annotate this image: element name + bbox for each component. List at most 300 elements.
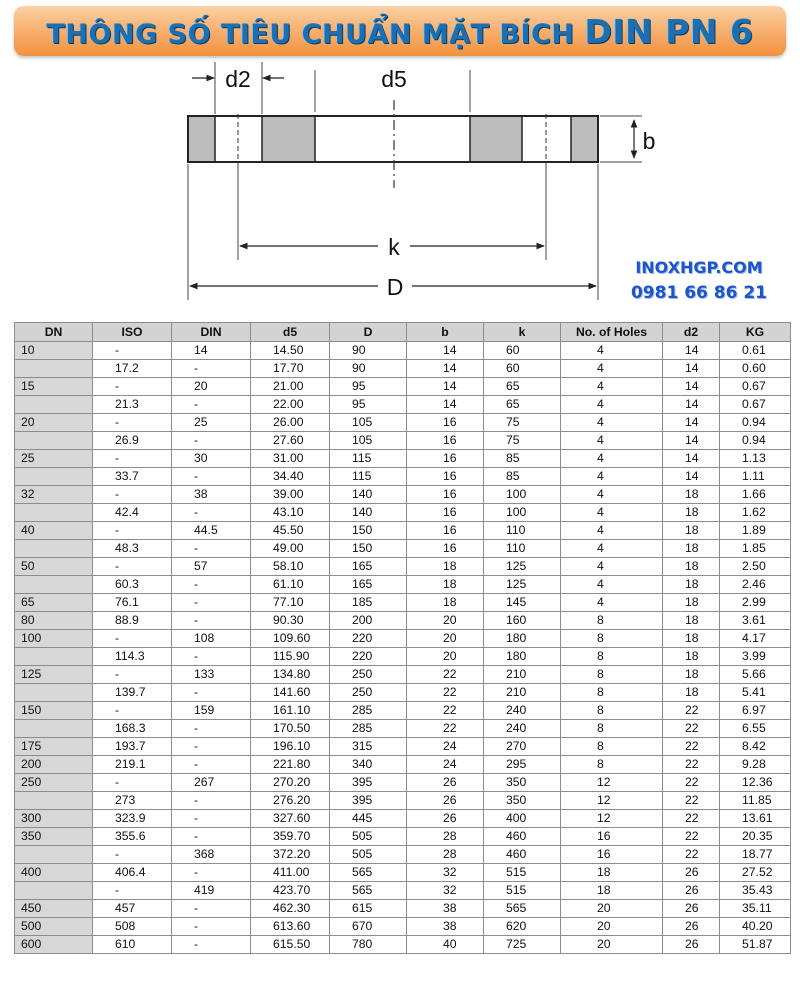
table-cell: 250 bbox=[15, 774, 93, 792]
table-cell: 0.67 bbox=[720, 396, 791, 414]
table-cell: 109.60 bbox=[251, 630, 330, 648]
table-cell: 34.40 bbox=[251, 468, 330, 486]
table-cell: - bbox=[172, 828, 251, 846]
table-cell: 108 bbox=[172, 630, 251, 648]
label-d5: d5 bbox=[381, 66, 407, 92]
table-cell: 26 bbox=[407, 792, 484, 810]
table-cell: 4 bbox=[561, 540, 663, 558]
table-cell bbox=[15, 504, 93, 522]
table-cell: 16 bbox=[561, 828, 663, 846]
table-cell: - bbox=[172, 900, 251, 918]
table-cell: 18 bbox=[663, 684, 720, 702]
table-cell: - bbox=[93, 378, 172, 396]
table-cell: - bbox=[93, 702, 172, 720]
table-cell: 100 bbox=[484, 504, 561, 522]
table-cell: 16 bbox=[407, 432, 484, 450]
table-cell: 16 bbox=[407, 504, 484, 522]
table-cell: 165 bbox=[330, 558, 407, 576]
table-cell: 49.00 bbox=[251, 540, 330, 558]
table-cell: 220 bbox=[330, 648, 407, 666]
table-cell: 42.4 bbox=[93, 504, 172, 522]
table-cell: 35.43 bbox=[720, 882, 791, 900]
table-cell: 25 bbox=[15, 450, 93, 468]
table-cell: 18 bbox=[663, 558, 720, 576]
table-cell: 115.90 bbox=[251, 648, 330, 666]
table-cell: 18 bbox=[663, 630, 720, 648]
title-banner bbox=[14, 6, 786, 56]
table-cell: 22 bbox=[663, 702, 720, 720]
table-cell: 12 bbox=[561, 810, 663, 828]
table-cell: 193.7 bbox=[93, 738, 172, 756]
table-cell: 32 bbox=[407, 882, 484, 900]
table-cell: 17.2 bbox=[93, 360, 172, 378]
table-cell: 28 bbox=[407, 846, 484, 864]
table-cell: 14 bbox=[663, 414, 720, 432]
table-cell: 620 bbox=[484, 918, 561, 936]
table-cell: 18 bbox=[561, 864, 663, 882]
table-cell: 21.3 bbox=[93, 396, 172, 414]
table-cell: 26 bbox=[407, 774, 484, 792]
table-cell: 5.41 bbox=[720, 684, 791, 702]
table-cell: 8 bbox=[561, 756, 663, 774]
table-cell: 250 bbox=[330, 684, 407, 702]
table-cell: 6.55 bbox=[720, 720, 791, 738]
table-cell: 610 bbox=[93, 936, 172, 954]
title-main: THÔNG SỐ TIÊU CHUẨN MẶT BÍCH bbox=[46, 18, 575, 50]
table-cell: 200 bbox=[330, 612, 407, 630]
table-row bbox=[15, 360, 791, 378]
table-cell: 14 bbox=[407, 378, 484, 396]
table-cell: 565 bbox=[484, 900, 561, 918]
table-cell: - bbox=[93, 774, 172, 792]
table-cell: - bbox=[172, 504, 251, 522]
table-cell: 16 bbox=[407, 486, 484, 504]
table-cell: 31.00 bbox=[251, 450, 330, 468]
table-cell: 26 bbox=[663, 882, 720, 900]
table-cell: 105 bbox=[330, 432, 407, 450]
table-cell: 273 bbox=[93, 792, 172, 810]
table-cell: 11.85 bbox=[720, 792, 791, 810]
table-row bbox=[15, 612, 791, 630]
table-cell: 450 bbox=[15, 900, 93, 918]
table-cell: 219.1 bbox=[93, 756, 172, 774]
table-cell: 65 bbox=[15, 594, 93, 612]
table-cell: 22 bbox=[663, 792, 720, 810]
table-cell bbox=[15, 540, 93, 558]
table-cell: 170.50 bbox=[251, 720, 330, 738]
table-cell: 43.10 bbox=[251, 504, 330, 522]
table-cell: 22 bbox=[663, 828, 720, 846]
table-cell: 61.10 bbox=[251, 576, 330, 594]
table-cell: 18 bbox=[663, 648, 720, 666]
table-cell: 18 bbox=[663, 486, 720, 504]
table-cell: 24 bbox=[407, 738, 484, 756]
table-cell bbox=[15, 432, 93, 450]
table-row bbox=[15, 792, 791, 810]
table-cell: 26.00 bbox=[251, 414, 330, 432]
table-cell: 18.77 bbox=[720, 846, 791, 864]
table-row bbox=[15, 648, 791, 666]
table-cell: 35.11 bbox=[720, 900, 791, 918]
table-cell: 13.61 bbox=[720, 810, 791, 828]
table-cell: 65 bbox=[484, 378, 561, 396]
table-cell: 141.60 bbox=[251, 684, 330, 702]
table-cell: 4 bbox=[561, 396, 663, 414]
column-header: b bbox=[407, 323, 484, 342]
table-cell: 2.46 bbox=[720, 576, 791, 594]
table-cell: 20 bbox=[561, 900, 663, 918]
table-cell: 359.70 bbox=[251, 828, 330, 846]
table-cell: 355.6 bbox=[93, 828, 172, 846]
table-cell: 250 bbox=[330, 666, 407, 684]
table-cell: 210 bbox=[484, 684, 561, 702]
table-cell: 16 bbox=[407, 414, 484, 432]
brand-phone: 0981 66 86 21 bbox=[630, 283, 768, 303]
table-cell: 2.50 bbox=[720, 558, 791, 576]
table-cell: - bbox=[172, 576, 251, 594]
brand-watermark bbox=[624, 258, 774, 303]
table-cell: 20 bbox=[561, 936, 663, 954]
table-cell: 221.80 bbox=[251, 756, 330, 774]
table-cell: 20 bbox=[407, 612, 484, 630]
table-row bbox=[15, 702, 791, 720]
title-highlight: DIN PN 6 bbox=[584, 11, 754, 51]
table-cell: 80 bbox=[15, 612, 93, 630]
table-cell: 285 bbox=[330, 720, 407, 738]
table-cell: 4 bbox=[561, 342, 663, 360]
table-cell: - bbox=[172, 720, 251, 738]
table-cell: 22 bbox=[407, 702, 484, 720]
table-cell: 300 bbox=[15, 810, 93, 828]
table-cell: 515 bbox=[484, 864, 561, 882]
table-cell: 65 bbox=[484, 396, 561, 414]
table-cell: 150 bbox=[330, 540, 407, 558]
table-row bbox=[15, 540, 791, 558]
table-cell: 12 bbox=[561, 774, 663, 792]
table-cell: 161.10 bbox=[251, 702, 330, 720]
table-cell: 323.9 bbox=[93, 810, 172, 828]
table-cell: 240 bbox=[484, 720, 561, 738]
table-row bbox=[15, 576, 791, 594]
table-row bbox=[15, 918, 791, 936]
table-cell: 327.60 bbox=[251, 810, 330, 828]
table-cell: 210 bbox=[484, 666, 561, 684]
table-cell: - bbox=[93, 450, 172, 468]
table-cell: 27.60 bbox=[251, 432, 330, 450]
column-header: KG bbox=[720, 323, 791, 342]
table-cell: 16 bbox=[561, 846, 663, 864]
table-cell: 20.35 bbox=[720, 828, 791, 846]
table-cell: 12.36 bbox=[720, 774, 791, 792]
table-cell: 4 bbox=[561, 594, 663, 612]
table-cell: 22 bbox=[407, 666, 484, 684]
table-cell: 8 bbox=[561, 702, 663, 720]
table-cell: 4 bbox=[561, 432, 663, 450]
table-cell: 8 bbox=[561, 648, 663, 666]
table-cell bbox=[15, 360, 93, 378]
table-cell: 20 bbox=[561, 918, 663, 936]
table-cell: 17.70 bbox=[251, 360, 330, 378]
table-cell: 1.13 bbox=[720, 450, 791, 468]
table-cell: 4 bbox=[561, 450, 663, 468]
table-cell: 4 bbox=[561, 378, 663, 396]
table-cell: 2.99 bbox=[720, 594, 791, 612]
table-cell: - bbox=[172, 936, 251, 954]
table-cell: 20 bbox=[407, 630, 484, 648]
table-cell: 20 bbox=[15, 414, 93, 432]
table-cell: 267 bbox=[172, 774, 251, 792]
table-row bbox=[15, 864, 791, 882]
label-d2: d2 bbox=[225, 66, 251, 92]
table-cell: 780 bbox=[330, 936, 407, 954]
table-cell: 32 bbox=[15, 486, 93, 504]
table-cell: 14.50 bbox=[251, 342, 330, 360]
label-b: b bbox=[642, 128, 656, 154]
table-cell: 85 bbox=[484, 450, 561, 468]
table-cell: - bbox=[172, 738, 251, 756]
table-cell: 185 bbox=[330, 594, 407, 612]
table-cell: 90.30 bbox=[251, 612, 330, 630]
table-cell bbox=[15, 846, 93, 864]
table-cell: 670 bbox=[330, 918, 407, 936]
table-cell: 22 bbox=[663, 756, 720, 774]
table-cell bbox=[15, 882, 93, 900]
table-cell: 18 bbox=[663, 522, 720, 540]
table-cell: 26 bbox=[663, 936, 720, 954]
table-cell: 38 bbox=[407, 918, 484, 936]
table-cell: 125 bbox=[484, 558, 561, 576]
table-cell: 18 bbox=[663, 540, 720, 558]
table-cell: 1.89 bbox=[720, 522, 791, 540]
table-cell: 5.66 bbox=[720, 666, 791, 684]
flange-section-right-outer bbox=[571, 117, 597, 161]
table-cell: 150 bbox=[15, 702, 93, 720]
table-cell: 9.28 bbox=[720, 756, 791, 774]
table-cell: 40.20 bbox=[720, 918, 791, 936]
table-cell: 4.17 bbox=[720, 630, 791, 648]
table-cell: - bbox=[93, 630, 172, 648]
table-cell: 200 bbox=[15, 756, 93, 774]
table-cell: 90 bbox=[330, 342, 407, 360]
table-cell: 110 bbox=[484, 522, 561, 540]
table-cell: - bbox=[172, 360, 251, 378]
table-row bbox=[15, 486, 791, 504]
table-cell: 38 bbox=[407, 900, 484, 918]
table-cell bbox=[15, 648, 93, 666]
table-cell: - bbox=[172, 594, 251, 612]
table-cell: 395 bbox=[330, 792, 407, 810]
table-cell: 105 bbox=[330, 414, 407, 432]
table-cell: - bbox=[172, 918, 251, 936]
table-cell: 30 bbox=[172, 450, 251, 468]
table-cell: 14 bbox=[663, 450, 720, 468]
brand-website: INOXHGP.COM bbox=[635, 258, 763, 277]
column-header: DN bbox=[15, 323, 93, 342]
table-row bbox=[15, 432, 791, 450]
table-cell: - bbox=[93, 882, 172, 900]
table-cell: 18 bbox=[407, 576, 484, 594]
table-cell: 18 bbox=[407, 558, 484, 576]
table-cell: 0.60 bbox=[720, 360, 791, 378]
table-cell: 175 bbox=[15, 738, 93, 756]
table-row bbox=[15, 522, 791, 540]
table-cell: 38 bbox=[172, 486, 251, 504]
table-cell: 4 bbox=[561, 486, 663, 504]
table-cell: 4 bbox=[561, 360, 663, 378]
table-cell: 20 bbox=[407, 648, 484, 666]
table-cell: 133 bbox=[172, 666, 251, 684]
table-row bbox=[15, 450, 791, 468]
table-cell: 565 bbox=[330, 882, 407, 900]
table-cell: - bbox=[93, 342, 172, 360]
label-k: k bbox=[388, 234, 400, 260]
table-cell: 26.9 bbox=[93, 432, 172, 450]
table-cell: 180 bbox=[484, 648, 561, 666]
table-cell: 6.97 bbox=[720, 702, 791, 720]
table-cell: 0.67 bbox=[720, 378, 791, 396]
table-row bbox=[15, 774, 791, 792]
table-cell: 0.61 bbox=[720, 342, 791, 360]
table-row bbox=[15, 378, 791, 396]
table-cell: 26 bbox=[663, 918, 720, 936]
table-cell: 368 bbox=[172, 846, 251, 864]
table-cell: 45.50 bbox=[251, 522, 330, 540]
table-cell: 14 bbox=[407, 342, 484, 360]
table-cell: 26 bbox=[407, 810, 484, 828]
table-cell: 14 bbox=[663, 432, 720, 450]
table-cell: 85 bbox=[484, 468, 561, 486]
table-cell: 400 bbox=[484, 810, 561, 828]
table-cell: 270.20 bbox=[251, 774, 330, 792]
table-cell: 18 bbox=[663, 594, 720, 612]
table-cell: 15 bbox=[15, 378, 93, 396]
table-cell: - bbox=[172, 684, 251, 702]
flange-section-left-outer bbox=[189, 117, 215, 161]
table-cell: 22 bbox=[663, 846, 720, 864]
table-cell: 22 bbox=[407, 684, 484, 702]
table-cell: 372.20 bbox=[251, 846, 330, 864]
flange-outline bbox=[188, 116, 598, 162]
table-cell bbox=[15, 576, 93, 594]
table-row bbox=[15, 558, 791, 576]
table-cell: 139.7 bbox=[93, 684, 172, 702]
table-cell: 140 bbox=[330, 486, 407, 504]
table-cell: 90 bbox=[330, 360, 407, 378]
table-cell: 10 bbox=[15, 342, 93, 360]
table-cell: - bbox=[172, 612, 251, 630]
table-cell: 114.3 bbox=[93, 648, 172, 666]
table-cell: 505 bbox=[330, 846, 407, 864]
table-cell: - bbox=[93, 486, 172, 504]
table-cell: 505 bbox=[330, 828, 407, 846]
table-row bbox=[15, 414, 791, 432]
column-header: DIN bbox=[172, 323, 251, 342]
table-cell: 50 bbox=[15, 558, 93, 576]
table-cell: 14 bbox=[663, 396, 720, 414]
table-cell: 295 bbox=[484, 756, 561, 774]
table-cell: 150 bbox=[330, 522, 407, 540]
table-cell: 44.5 bbox=[172, 522, 251, 540]
table-cell: 75 bbox=[484, 432, 561, 450]
table-cell: 12 bbox=[561, 792, 663, 810]
table-cell: 39.00 bbox=[251, 486, 330, 504]
table-row bbox=[15, 684, 791, 702]
table-row bbox=[15, 810, 791, 828]
table-cell: 350 bbox=[15, 828, 93, 846]
table-row bbox=[15, 882, 791, 900]
table-cell: 340 bbox=[330, 756, 407, 774]
table-cell: 423.70 bbox=[251, 882, 330, 900]
table-cell: 500 bbox=[15, 918, 93, 936]
table-cell bbox=[15, 684, 93, 702]
table-cell: 159 bbox=[172, 702, 251, 720]
table-cell: 16 bbox=[407, 522, 484, 540]
table-cell: - bbox=[172, 396, 251, 414]
table-row bbox=[15, 738, 791, 756]
table-cell bbox=[15, 720, 93, 738]
table-cell: 460 bbox=[484, 846, 561, 864]
table-cell: 515 bbox=[484, 882, 561, 900]
table-cell: 0.94 bbox=[720, 414, 791, 432]
table-cell: 134.80 bbox=[251, 666, 330, 684]
table-cell: 160 bbox=[484, 612, 561, 630]
table-cell: 4 bbox=[561, 414, 663, 432]
table-cell: 125 bbox=[15, 666, 93, 684]
table-row bbox=[15, 900, 791, 918]
table-cell: 350 bbox=[484, 792, 561, 810]
table-cell: 115 bbox=[330, 450, 407, 468]
table-cell: 75 bbox=[484, 414, 561, 432]
table-cell: 8.42 bbox=[720, 738, 791, 756]
table-row bbox=[15, 396, 791, 414]
column-header: k bbox=[484, 323, 561, 342]
table-cell: 18 bbox=[407, 594, 484, 612]
table-cell: 14 bbox=[407, 396, 484, 414]
table-cell: 462.30 bbox=[251, 900, 330, 918]
table-row bbox=[15, 936, 791, 954]
table-cell: 88.9 bbox=[93, 612, 172, 630]
table-cell: 615 bbox=[330, 900, 407, 918]
table-row bbox=[15, 666, 791, 684]
page-title bbox=[47, 12, 754, 51]
table-cell: 115 bbox=[330, 468, 407, 486]
table-body bbox=[15, 342, 791, 954]
table-cell: - bbox=[172, 792, 251, 810]
table-cell: 725 bbox=[484, 936, 561, 954]
table-row bbox=[15, 468, 791, 486]
table-cell: 240 bbox=[484, 702, 561, 720]
table-cell: 1.62 bbox=[720, 504, 791, 522]
table-cell: 26 bbox=[663, 864, 720, 882]
table-row bbox=[15, 504, 791, 522]
table-row bbox=[15, 756, 791, 774]
table-cell: 22 bbox=[663, 720, 720, 738]
table-row bbox=[15, 342, 791, 360]
table-cell: 18 bbox=[663, 576, 720, 594]
table-row bbox=[15, 630, 791, 648]
table-cell: 18 bbox=[561, 882, 663, 900]
table-cell: 8 bbox=[561, 612, 663, 630]
table-cell: 600 bbox=[15, 936, 93, 954]
table-cell: 14 bbox=[407, 360, 484, 378]
table-cell: 8 bbox=[561, 684, 663, 702]
table-cell bbox=[15, 396, 93, 414]
table-cell: 8 bbox=[561, 666, 663, 684]
table-cell: 270 bbox=[484, 738, 561, 756]
table-cell: 28 bbox=[407, 828, 484, 846]
table-cell: 508 bbox=[93, 918, 172, 936]
table-cell: 77.10 bbox=[251, 594, 330, 612]
